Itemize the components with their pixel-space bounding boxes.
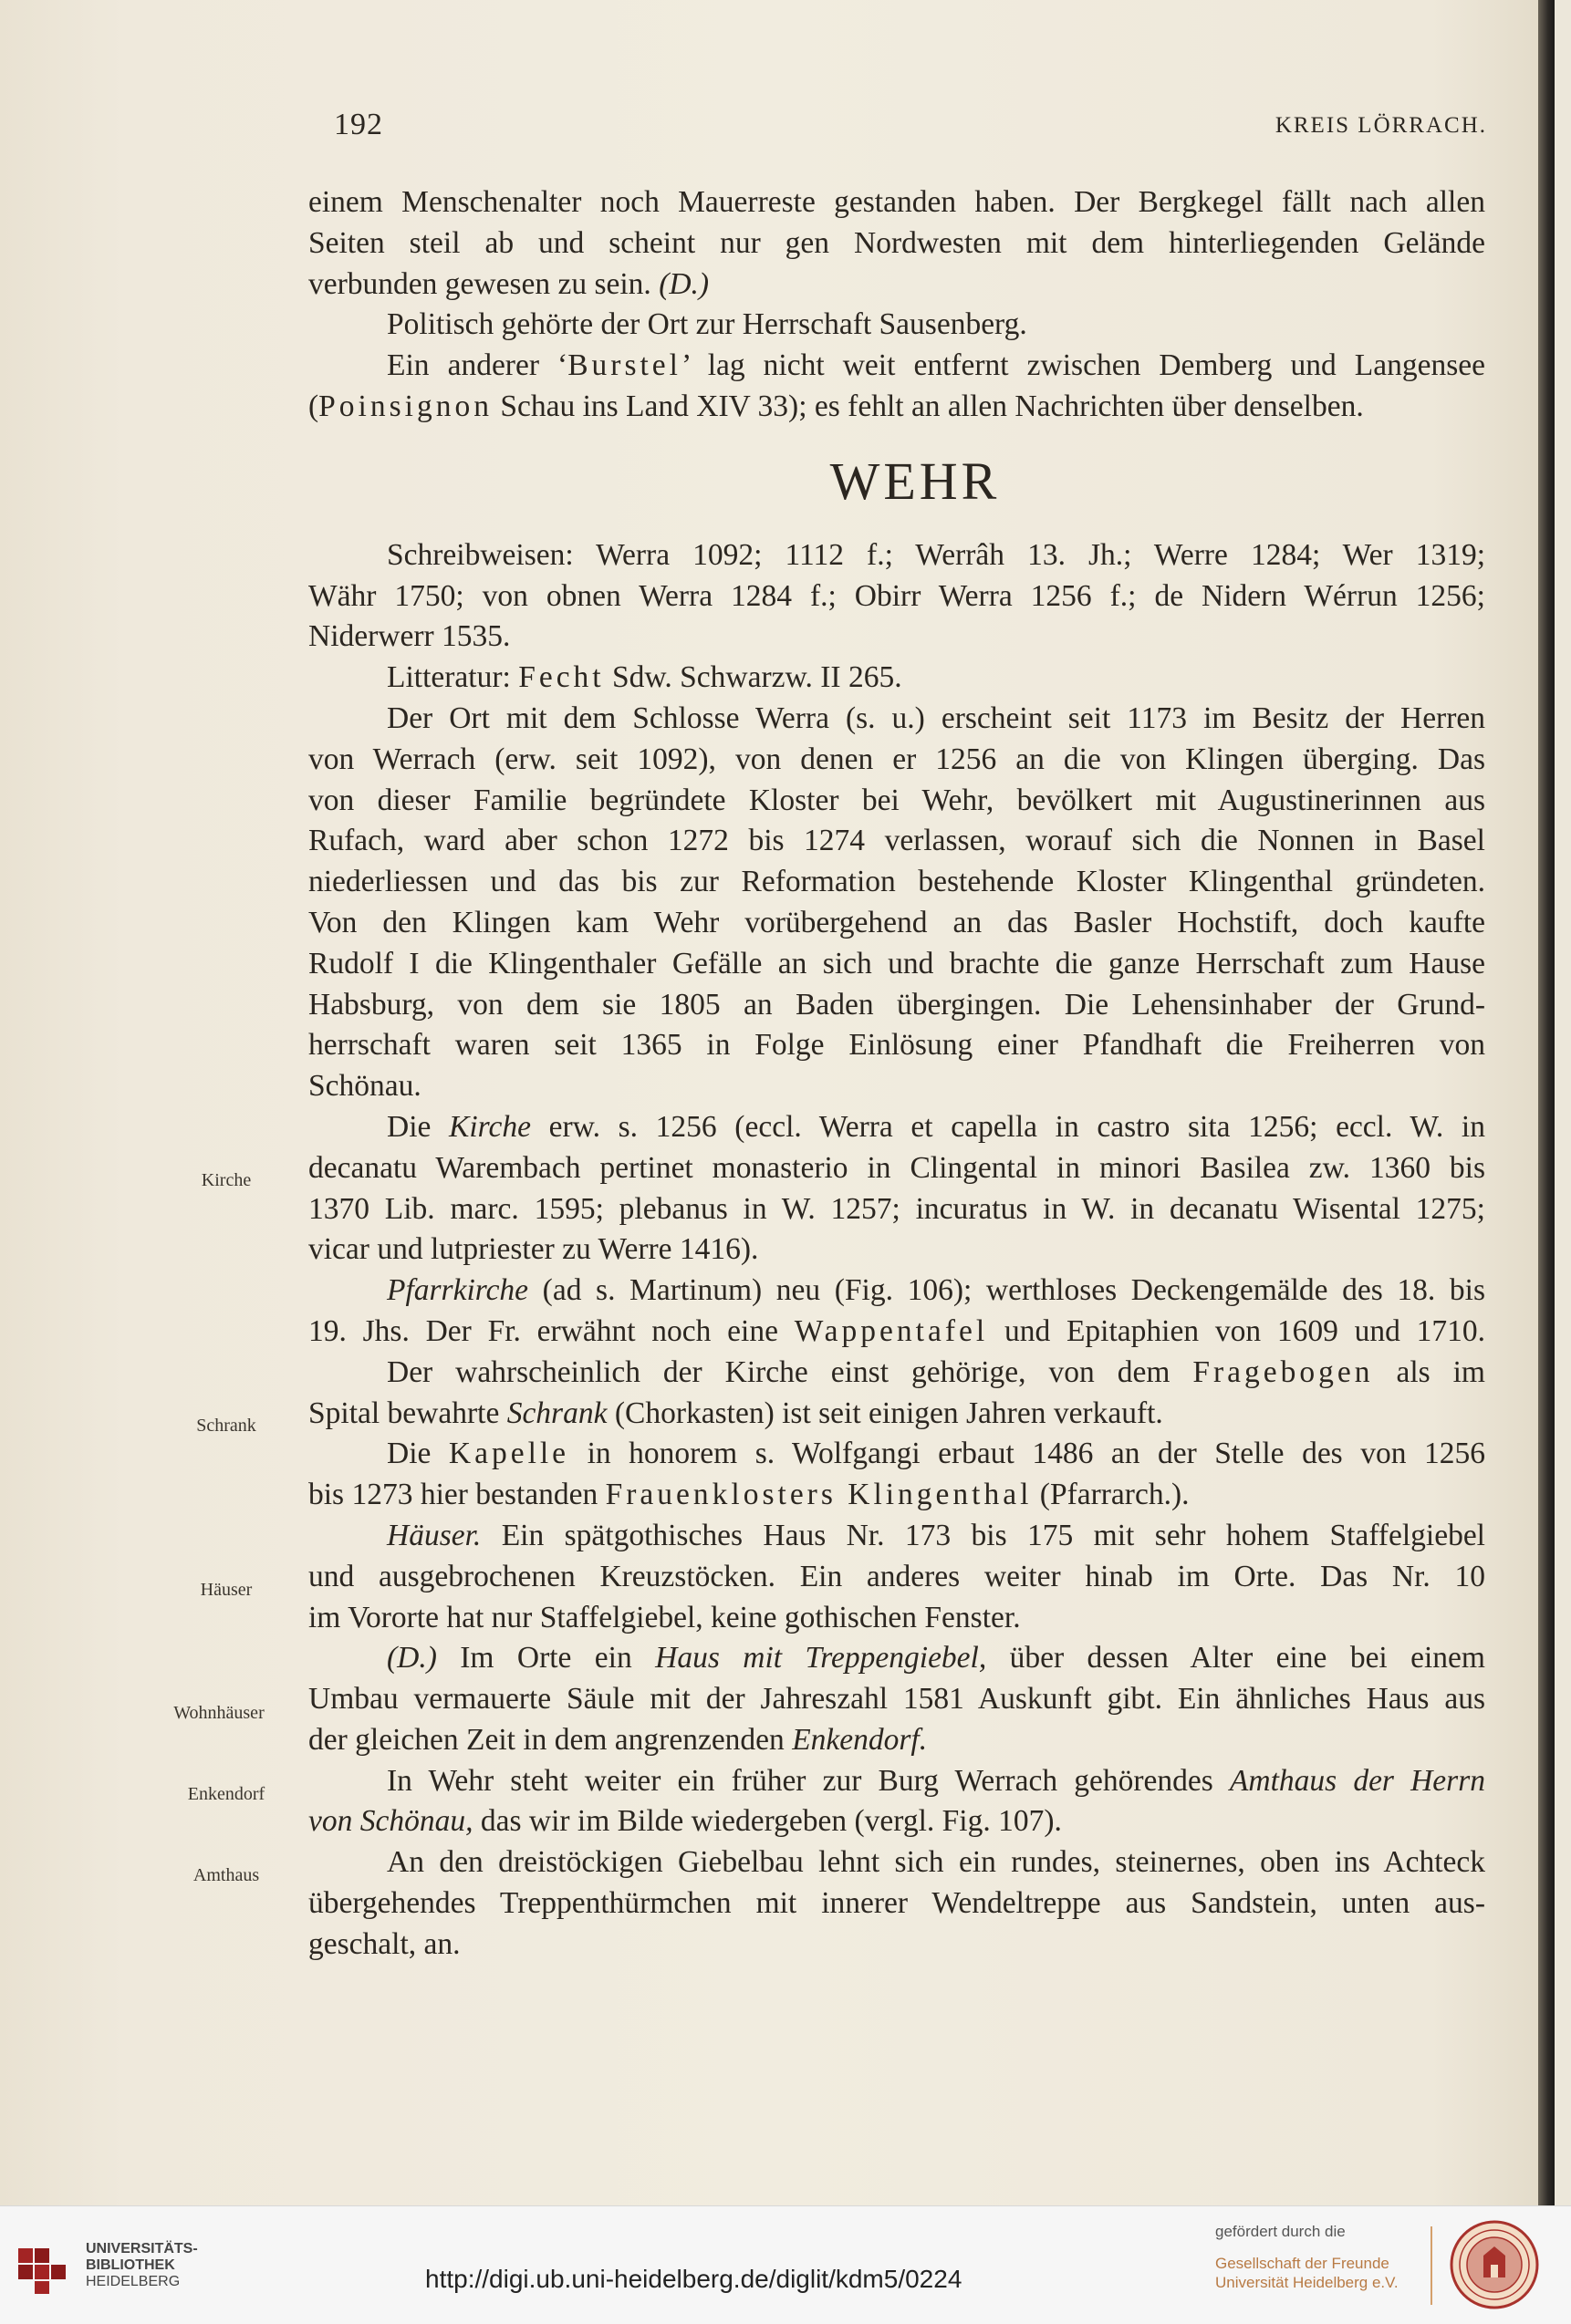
- margin-note-kirche: Kirche: [201, 1170, 252, 1190]
- text-line: [308, 1638, 1485, 1679]
- text-segment: An den dreistöckigen Giebelbau lehnt sich ein rundes, steinernes, oben ins Achteck: [387, 1845, 1485, 1880]
- text-line: [308, 1679, 1485, 1720]
- sponsor-name-line: Universität Heidelberg e.V.: [1215, 2274, 1399, 2291]
- text-line: [308, 182, 1485, 223]
- text-segment: (ad s. Martinum) neu (Fig. 106); werthloses Deckengemälde des 18. bis: [528, 1273, 1485, 1308]
- permalink-url[interactable]: http://digi.ub.uni-heidelberg.de/diglit/kdm5/0224: [425, 2265, 962, 2293]
- text-line: [308, 740, 1485, 781]
- text-line: [308, 387, 1485, 428]
- text-segment: als im: [1373, 1354, 1485, 1389]
- text-segment: vicar und lutpriester zu Werre 1416).: [308, 1232, 759, 1267]
- text-line: [308, 903, 1485, 944]
- text-segment: Habsburg, von dem sie 1805 an Baden übergingen. Die Lehensinhaber der Grund-: [308, 987, 1485, 1022]
- text-segment: Die: [387, 1109, 450, 1144]
- text-segment: Der wahrscheinlich der Kirche einst gehörige, von dem: [387, 1354, 1193, 1389]
- text-line: [308, 699, 1485, 740]
- text-segment: 19. Jhs. Der Fr. erwähnt noch eine: [308, 1313, 795, 1348]
- text-segment: Spital bewahrte: [308, 1395, 507, 1430]
- text-segment: bis 1273 hier bestanden: [308, 1478, 606, 1512]
- text-line: [308, 985, 1485, 1026]
- text-line: [308, 1720, 1485, 1761]
- text-line: [308, 1229, 1485, 1271]
- text-line: [308, 1883, 1485, 1925]
- footer-bar: [0, 2205, 1571, 2324]
- text-segment: geschalt, an.: [308, 1926, 461, 1961]
- text-line: [308, 223, 1485, 265]
- section-heading: WEHR: [829, 451, 1001, 511]
- university-seal-icon: [1449, 2219, 1540, 2310]
- library-name: [86, 2241, 198, 2290]
- library-name-line: UNIVERSITÄTS-: [86, 2241, 198, 2257]
- text-line: [308, 1312, 1485, 1353]
- text-line: [308, 305, 1485, 346]
- sponsor-name-line: Gesellschaft der Freunde: [1215, 2255, 1389, 2272]
- text-segment: (D.): [659, 266, 710, 301]
- text-line: [308, 1025, 1485, 1066]
- text-line: [308, 1475, 1485, 1516]
- text-segment: und ausgebrochenen Kreuzstöcken. Ein anderes weiter hinab im Orte. Das Nr. 10: [308, 1559, 1485, 1593]
- text-line: [308, 781, 1485, 822]
- text-line: [308, 1842, 1485, 1883]
- text-segment: Umbau vermauerte Säule mit der Jahreszahl 1581 Auskunft gibt. Ein ähnliches Haus aus: [308, 1682, 1485, 1717]
- text-segment: und Epitaphien von 1609 und 1710.: [988, 1313, 1485, 1348]
- text-segment: Niderwerr 1535.: [308, 619, 511, 654]
- text-line: [308, 1271, 1485, 1312]
- text-segment: Der Ort mit dem Schlosse Werra (s. u.) erscheint seit 1173 im Besitz der Herren: [387, 700, 1485, 735]
- margin-note-enkendorf: Enkendorf: [187, 1784, 265, 1804]
- sponsor-name: [1215, 2254, 1399, 2292]
- text-line: [308, 1189, 1485, 1230]
- page-edge-shadow: [1538, 0, 1555, 2205]
- text-line: [308, 1598, 1485, 1639]
- text-segment: Im Orte ein: [436, 1641, 656, 1676]
- text-segment: verbunden gewesen zu sein.: [308, 266, 660, 301]
- text-line: [308, 1557, 1485, 1598]
- text-segment: Fecht: [518, 660, 605, 695]
- margin-note-haeuser: Häuser: [200, 1580, 253, 1600]
- text-line: [308, 1434, 1485, 1475]
- text-segment: Kapelle: [448, 1437, 570, 1471]
- text-line: [308, 821, 1485, 862]
- running-head: [310, 108, 1487, 148]
- text-segment: Die: [387, 1437, 449, 1471]
- text-segment: von Werrach (erw. seit 1092), von denen er 1256 an die von Klingen überging. Das: [308, 742, 1485, 776]
- text-line: [308, 658, 1485, 699]
- text-segment: Rufach, ward aber schon 1272 bis 1274 verlassen, worauf sich die Nonnen in Basel: [308, 824, 1485, 858]
- text-segment: Schrank: [506, 1395, 608, 1430]
- text-segment: erw. s. 1256 (eccl. Werra et capella in castro sita 1256; eccl. W. in: [530, 1109, 1485, 1144]
- text-line: [308, 1516, 1485, 1557]
- text-segment: Kirche: [449, 1109, 531, 1144]
- footer-divider: [1431, 2226, 1432, 2305]
- text-segment: ’ lag nicht weit entfernt zwischen Demberg und Langensee: [681, 348, 1485, 383]
- text-segment: Rudolf I die Klingenthaler Gefälle an sich und brachte die ganze Herrschaft zum Hause: [308, 946, 1485, 980]
- text-line: [308, 1066, 1485, 1107]
- text-line: [308, 576, 1485, 617]
- text-segment: (D.): [387, 1641, 437, 1676]
- text-segment: Frauenklosters Klingenthal: [605, 1478, 1033, 1512]
- text-segment: einem Menschenalter noch Mauerreste gestanden haben. Der Bergkegel fällt nach allen: [308, 185, 1485, 219]
- text-segment: Schönau.: [308, 1069, 421, 1104]
- text-segment: Poinsignon: [318, 389, 493, 423]
- text-segment: decanatu Warembach pertinet monasterio in Clingental in minori Basilea zw. 1360 bis: [308, 1150, 1485, 1185]
- text-segment: Fragebogen: [1192, 1354, 1374, 1389]
- body-text: [308, 182, 1485, 1966]
- text-line: [308, 862, 1485, 903]
- text-line: [308, 617, 1485, 658]
- text-line: [308, 1394, 1485, 1435]
- text-segment: Schreibweisen: Werra 1092; 1112 f.; Werrâh 13. Jh.; Werre 1284; Wer 1319;: [387, 537, 1485, 572]
- text-segment: Sdw. Schwarzw. II 265.: [604, 660, 902, 695]
- text-segment: Pfarrkirche: [387, 1273, 529, 1308]
- text-segment: Ein spätgothisches Haus Nr. 173 bis 175 mit sehr hohem Staffelgiebel: [481, 1518, 1485, 1552]
- text-segment: das wir im Bilde wiedergeben (vergl. Fig. 107).: [473, 1804, 1062, 1839]
- text-segment: Politisch gehörte der Ort zur Herrschaft Sausenberg.: [387, 307, 1027, 342]
- text-segment: Seiten steil ab und scheint nur gen Nordwesten mit dem hinterliegenden Gelände: [308, 225, 1485, 260]
- text-segment: (: [308, 389, 319, 423]
- text-segment: niederliessen und das bis zur Reformation bestehende Kloster Klingenthal gründeten.: [308, 865, 1485, 899]
- text-line: [308, 265, 1485, 306]
- text-segment: Amthaus der Herrn: [1229, 1763, 1485, 1798]
- text-segment: von Schönau,: [308, 1804, 473, 1839]
- text-segment: Währ 1750; von obnen Werra 1284 f.; Obirr Werra 1256 f.; de Nidern Wérrun 1256;: [308, 578, 1485, 613]
- text-segment: übergehendes Treppenthürmchen mit innerer Wendeltreppe aus Sandstein, unten aus-: [308, 1886, 1485, 1921]
- text-segment: Wappentafel: [794, 1313, 989, 1348]
- text-segment: Schau ins Land XIV 33); es fehlt an allen Nachrichten über denselben.: [492, 389, 1364, 423]
- running-head-title: KREIS LÖRRACH.: [1274, 113, 1487, 138]
- library-name-line: HEIDELBERG: [86, 2274, 181, 2289]
- text-segment: herrschaft waren seit 1365 in Folge Einlösung einer Pfandhaft die Freiherren von: [308, 1028, 1485, 1063]
- page-number: 192: [334, 108, 383, 141]
- text-segment: Häuser.: [387, 1518, 482, 1552]
- text-line: [308, 1761, 1485, 1802]
- text-segment: Burstel: [567, 348, 681, 383]
- text-segment: der gleichen Zeit in dem angrenzenden: [308, 1722, 793, 1757]
- text-line: [308, 346, 1485, 387]
- text-segment: im Vororte hat nur Staffelgiebel, keine gothischen Fenster.: [308, 1600, 1021, 1634]
- text-segment: In Wehr steht weiter ein früher zur Burg Werrach gehörendes: [387, 1763, 1230, 1798]
- text-line: [308, 1107, 1485, 1148]
- margin-note-wohnhaeuser: Wohnhäuser: [173, 1703, 265, 1723]
- text-line: [308, 944, 1485, 985]
- university-library-logo-icon: [15, 2232, 80, 2298]
- text-segment: Ein anderer ‘: [387, 348, 568, 383]
- text-segment: Von den Klingen kam Wehr vorübergehend an das Basler Hochstift, doch kaufte: [308, 905, 1485, 939]
- text-line: [308, 535, 1485, 576]
- text-segment: von dieser Familie begründete Kloster bei Wehr, bevölkert mit Augustinerinnen aus: [308, 783, 1485, 817]
- text-line: [308, 1925, 1485, 1966]
- text-segment: Enkendorf.: [792, 1722, 928, 1757]
- library-name-line: BIBLIOTHEK: [86, 2257, 175, 2273]
- text-segment: über dessen Alter eine bei einem: [986, 1641, 1485, 1676]
- margin-note-amthaus: Amthaus: [192, 1865, 260, 1885]
- sponsor-label: gefördert durch die: [1215, 2223, 1346, 2240]
- text-segment: (Pfarrarch.).: [1032, 1478, 1190, 1512]
- text-segment: (Chorkasten) ist seit einigen Jahren verkauft.: [607, 1395, 1163, 1430]
- text-line: [308, 1801, 1485, 1842]
- text-segment: 1370 Lib. marc. 1595; plebanus in W. 1257; incuratus in W. in decanatu Wisental 1275;: [308, 1191, 1485, 1226]
- margin-note-schrank: Schrank: [196, 1416, 256, 1436]
- text-line: [308, 1353, 1485, 1394]
- text-segment: Litteratur:: [387, 660, 519, 695]
- text-line: [308, 1148, 1485, 1189]
- text-segment: in honorem s. Wolfgangi erbaut 1486 an der Stelle des von 1256: [569, 1437, 1485, 1471]
- text-segment: Haus mit Treppengiebel,: [655, 1641, 987, 1676]
